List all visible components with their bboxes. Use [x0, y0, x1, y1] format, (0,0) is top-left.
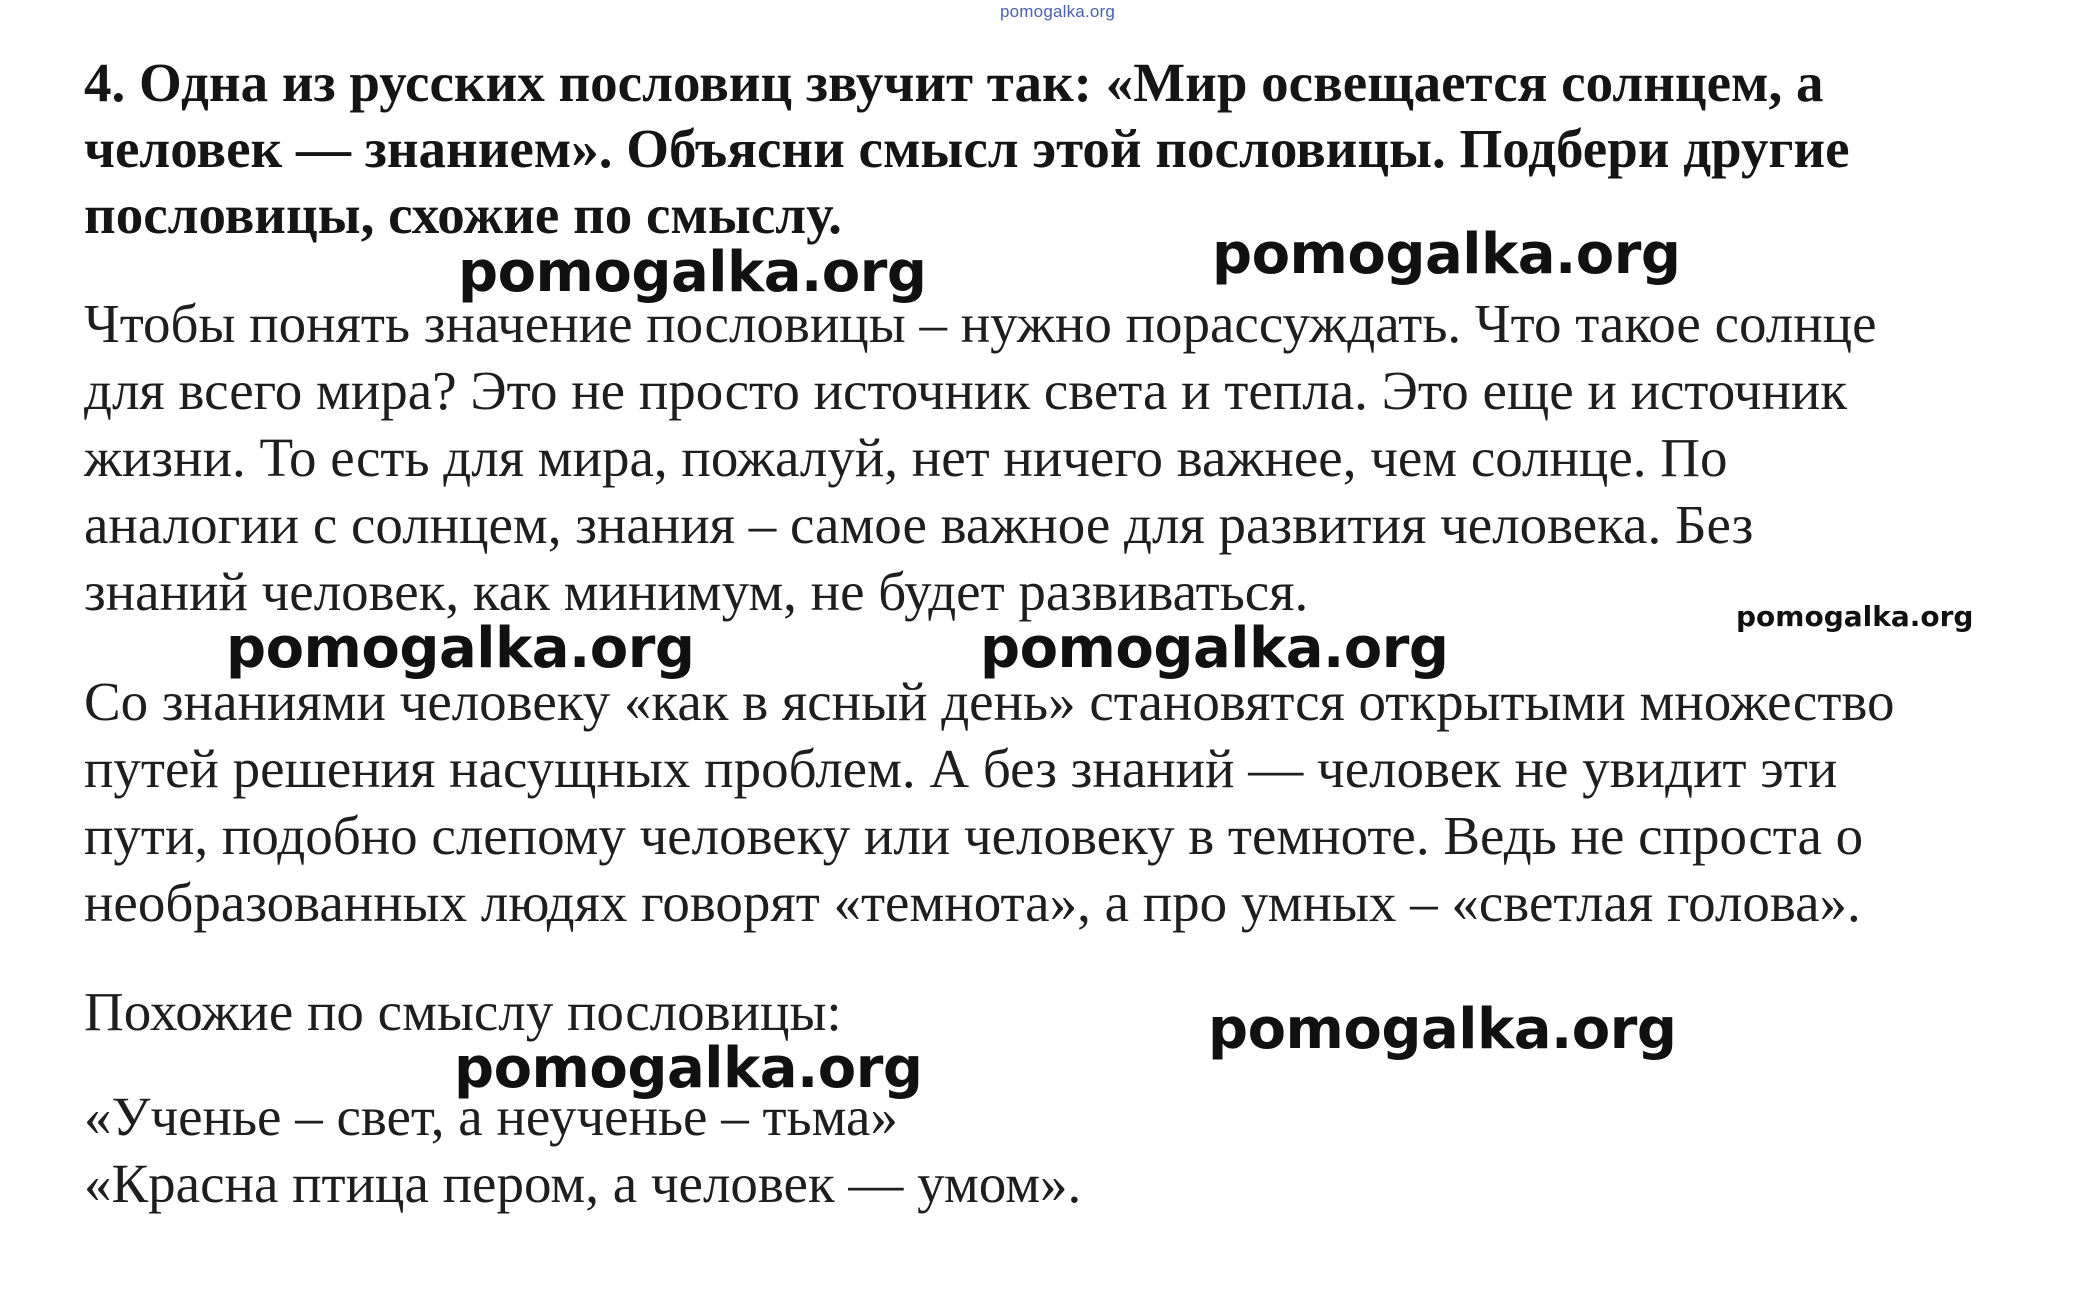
watermark: pomogalka.org [1208, 997, 1677, 1062]
paragraph-line: жизни. То есть для мира, пожалуй, нет ничего важнее, чем солнце. По [84, 427, 1728, 488]
watermark: pomogalka.org [980, 616, 1449, 681]
answer-paragraph-1 [84, 290, 2064, 625]
watermark: pomogalka.org [226, 616, 695, 681]
heading-text: Похожие по смыслу пословицы: [84, 981, 842, 1042]
similar-proverbs-heading [84, 978, 2064, 1045]
watermark: pomogalka.org [458, 240, 927, 305]
question-heading [84, 50, 2044, 248]
paragraph-line: пути, подобно слепому человеку или человеку в темноте. Ведь не спроста о [84, 805, 1864, 866]
proverbs-list [84, 1083, 2064, 1217]
watermark: pomogalka.org [1212, 222, 1681, 287]
question-line: 4. Одна из русских пословиц звучит так: «Мир освещается солнцем, а [84, 52, 1824, 113]
watermark-small: pomogalka.org [1736, 600, 1974, 633]
proverb-item: «Ученье – свет, а неученье – тьма» [84, 1086, 898, 1147]
question-line: человек — знанием». Объясни смысл этой пословицы. Подбери другие [84, 118, 1850, 179]
proverb-item: «Красна птица пером, а человек — умом». [84, 1153, 1082, 1214]
paragraph-line: Чтобы понять значение пословицы – нужно порассуждать. Что такое солнце [84, 293, 1877, 354]
question-line: пословицы, схожие по смыслу. [84, 184, 842, 245]
answer-paragraph-2 [84, 668, 2064, 936]
paragraph-line: необразованных людях говорят «темнота», а про умных – «светлая голова». [84, 872, 1861, 933]
paragraph-line: аналогии с солнцем, знания – самое важное для развития человека. Без [84, 494, 1754, 555]
paragraph-line: Со знаниями человеку «как в ясный день» становятся открытыми множество [84, 671, 1895, 732]
paragraph-line: для всего мира? Это не просто источник света и тепла. Это еще и источник [84, 360, 1848, 421]
paragraph-line: знаний человек, как минимум, не будет развиваться. [84, 561, 1309, 622]
watermark: pomogalka.org [454, 1036, 923, 1101]
top-watermark: pomogalka.org [1000, 2, 1116, 21]
paragraph-line: путей решения насущных проблем. А без знаний — человек не увидит эти [84, 738, 1838, 799]
